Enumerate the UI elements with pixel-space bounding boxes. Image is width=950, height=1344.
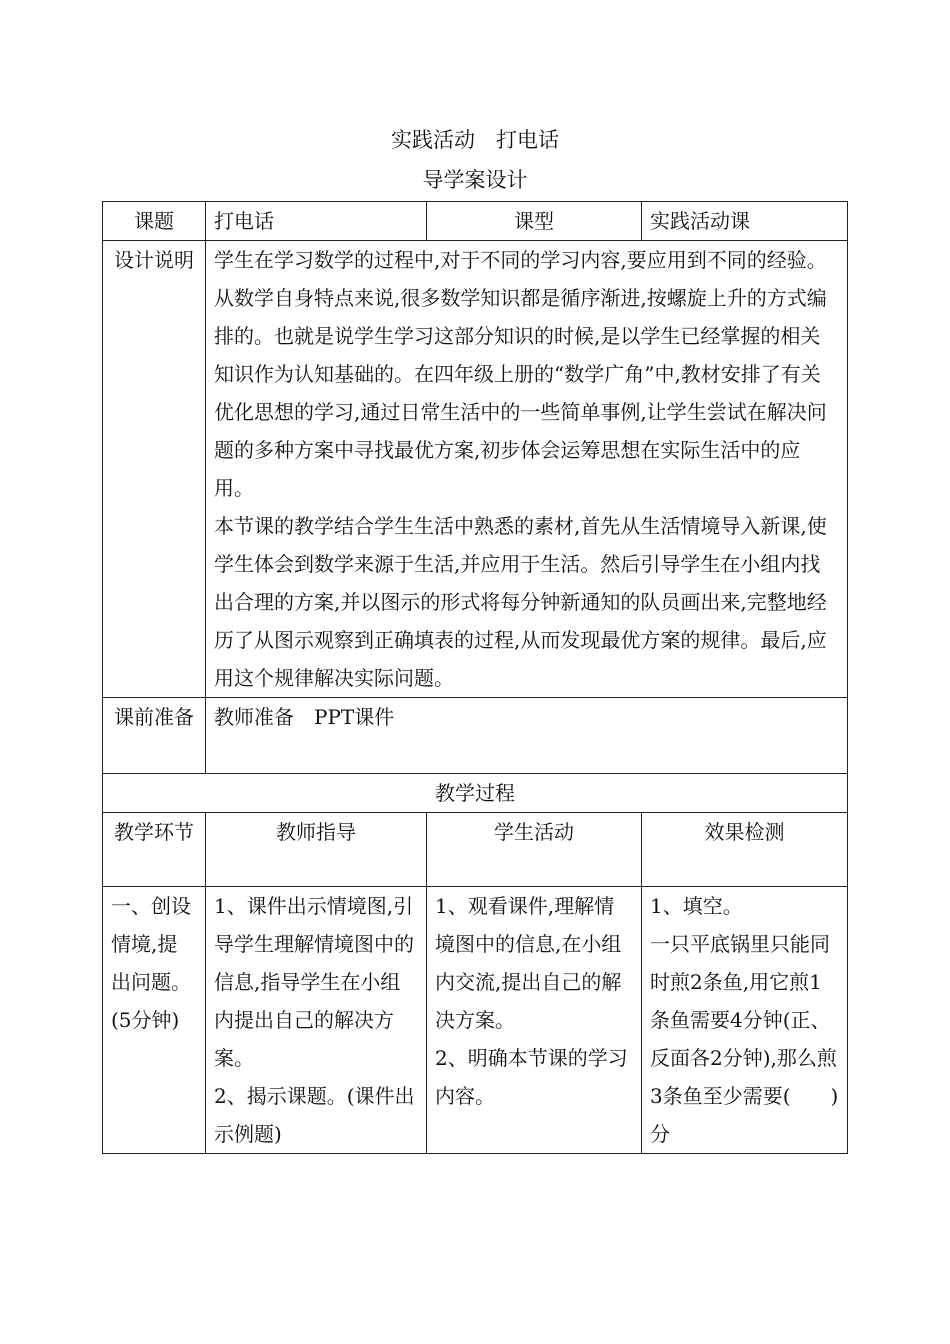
column-header: 效果检测 [642, 813, 848, 887]
stage-row [103, 887, 848, 1154]
student-activity [427, 887, 642, 1154]
column-header: 教师指导 [206, 813, 427, 887]
preparation-row [103, 698, 848, 774]
design-paragraph: 本节课的教学结合学生生活中熟悉的素材,首先从生活情境导入新课,使学生体会到数学来源于生活,并应用于生活。然后引导学生在小组内找出合理的方案,并以图示的形式将每分钟新通知的队员画出来,完整地经历了从图示观察到正确填表的过程,从而发现最优方案的规律。最后,应用这个规律解决实际问题。 [214, 514, 827, 690]
design-paragraph: 学生在学习数学的过程中,对于不同的学习内容,要应用到不同的经验。从数学自身特点来说,很多数学知识都是循序渐进,按螺旋上升的方式编排的。也就是说学生学习这部分知识的时候,是以学生已经掌握的相关知识作为认知基础的。在四年级上册的“数学广角”中,教材安排了有关优化思想的学习,通过日常生活中的一些简单事例,让学生尝试在解决问题的多种方案中寻找最优方案,初步体会运筹思想在实际生活中的应用。 [214, 248, 827, 500]
process-header-row [103, 813, 848, 887]
check-item: 1、填空。 [650, 894, 743, 918]
teacher-item: 1、课件出示情境图,引导学生理解情境图中的信息,指导学生在小组内提出自己的解决方案。 [214, 894, 414, 1070]
design-content [206, 241, 848, 698]
teacher-item: 2、揭示课题。(课件出示例题) [214, 1084, 415, 1146]
preparation-label: 课前准备 [103, 698, 206, 774]
design-row [103, 241, 848, 698]
teacher-guidance [206, 887, 427, 1154]
process-heading: 教学过程 [103, 774, 848, 813]
effect-check [642, 887, 848, 1154]
topic-label: 课题 [103, 202, 206, 241]
topic-value: 打电话 [206, 202, 427, 241]
stage-step: 一、创设情境,提出问题。(5分钟) [103, 887, 206, 1154]
column-header: 教学环节 [103, 813, 206, 887]
type-value: 实践活动课 [642, 202, 848, 241]
preparation-value: 教师准备 PPT课件 [206, 698, 848, 774]
type-label: 课型 [427, 202, 642, 241]
student-item: 2、明确本节课的学习内容。 [435, 1046, 628, 1108]
document-title: 实践活动 打电话 [391, 128, 559, 152]
student-item: 1、观看课件,理解情境图中的信息,在小组内交流,提出自己的解决方案。 [435, 894, 622, 1032]
column-header: 学生活动 [427, 813, 642, 887]
design-label: 设计说明 [103, 241, 206, 698]
document-subtitle: 导学案设计 [422, 168, 528, 192]
process-heading-row [103, 774, 848, 813]
check-item: 一只平底锅里只能同时煎2条鱼,用它煎1条鱼需要4分钟(正、反面各2分钟),那么煎3条鱼至少需要( )分 [650, 932, 839, 1146]
lesson-plan-table [102, 201, 848, 1154]
info-row [103, 202, 848, 241]
